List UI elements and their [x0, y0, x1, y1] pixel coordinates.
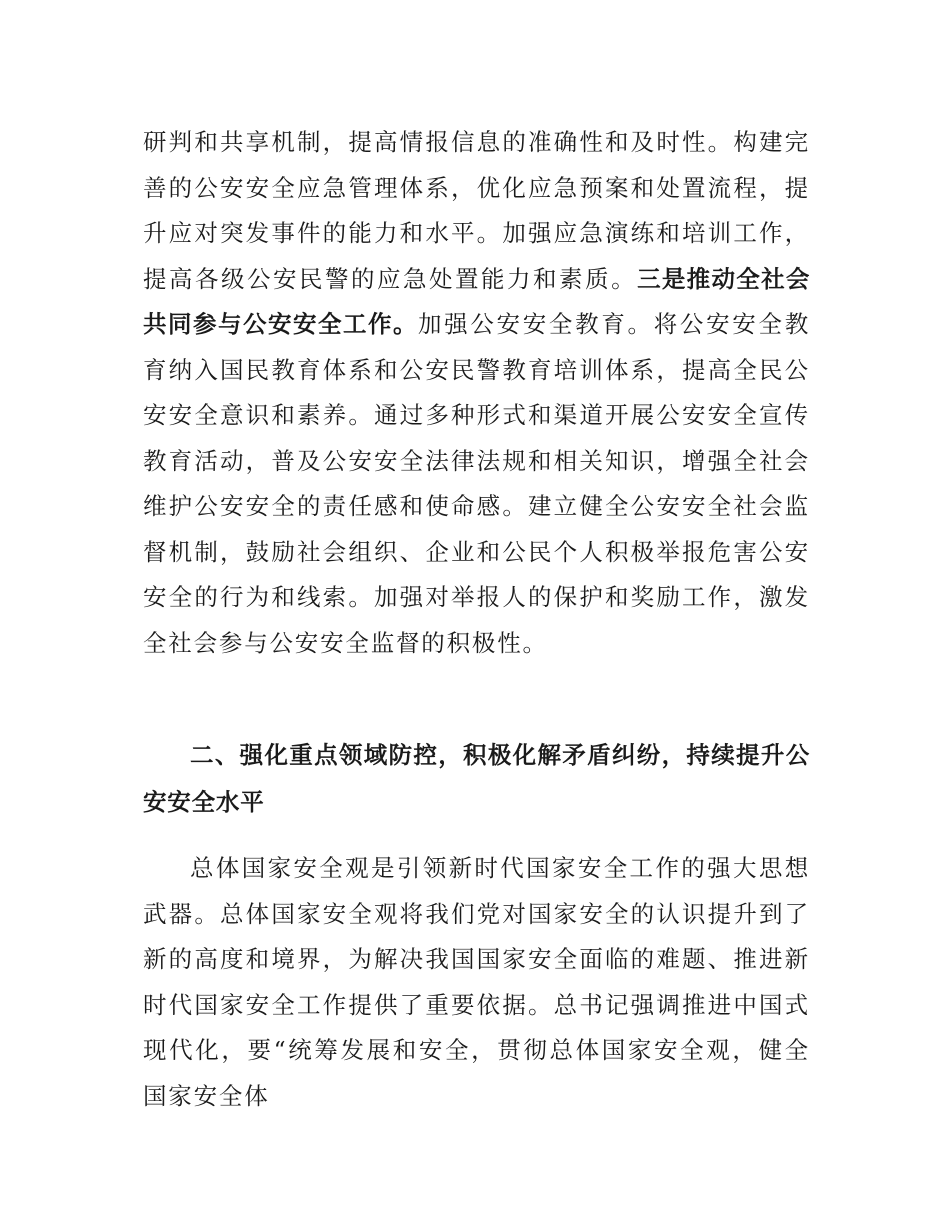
body-paragraph	[143, 120, 810, 666]
bold-subheading: 三是推动全社会共同参与公安安全工作。	[143, 264, 811, 338]
paragraph-text: 研判和共享机制，提高情报信息的准确性和及时性。构建完善的公安安全应急管理体系，优化应急预案和处置流程，提升应对突发事件的能力和水平。加强应急演练和培训工作，提高各级公安民警的应急处置能力和素质。	[143, 128, 810, 293]
section-heading: 二、强化重点领域防控，积极化解矛盾纠纷，持续提升公安安全水平	[143, 741, 810, 816]
body-paragraph: 总体国家安全观是引领新时代国家安全工作的强大思想武器。总体国家安全观将我们党对国家安全的认识提升到了新的高度和境界，为解决我国国家安全面临的难题、推进新时代国家安全工作提供了重要依据。总书记强调推进中国式现代化，要“统筹发展和安全，贯彻总体国家安全观，健全国家安全体	[143, 854, 810, 1110]
paragraph-text: 加强公安安全教育。将公安安全教育纳入国民教育体系和公安民警教育培训体系，提高全民公安安全意识和素养。通过多种形式和渠道开展公安安全宣传教育活动，普及公安安全法律法规和相关知识，增强全社会维护公安安全的责任感和使命感。建立健全公安安全社会监督机制，鼓励社会组织、企业和公民个人积极举报危害公安安全的行为和线索。加强对举报人的保护和奖励工作，激发全社会参与公安安全监督的积极性。	[143, 310, 810, 657]
